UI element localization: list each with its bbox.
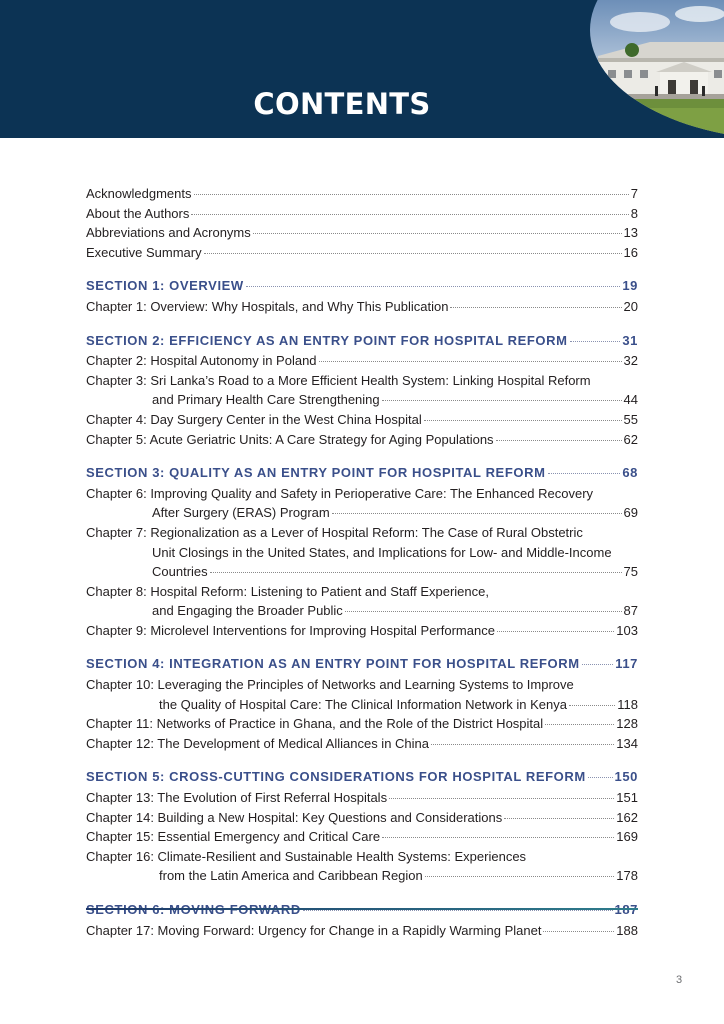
toc-page-number: 55 (623, 411, 638, 427)
toc-chapter-title: Chapter 7: Regionalization as a Lever of Hospital Reform: The Case of Rural Obstetric (86, 524, 583, 540)
toc-section-3[interactable] (86, 463, 638, 483)
toc-page-number: 75 (623, 564, 638, 580)
dot-leader (424, 420, 622, 421)
toc-page-number: 178 (616, 868, 638, 884)
dot-leader (253, 233, 622, 234)
toc-section-title: SECTION 3: QUALITY AS AN ENTRY POINT FOR HOSPITAL REFORM (86, 465, 546, 481)
dot-leader (570, 341, 621, 342)
dot-leader (332, 513, 622, 514)
toc-entry-title: Executive Summary (86, 244, 202, 260)
toc-section-title: SECTION 1: OVERVIEW (86, 278, 244, 294)
toc-chapter-title: Chapter 1: Overview: Why Hospitals, and Why This Publication (86, 298, 449, 314)
dot-leader (569, 705, 615, 706)
toc-page-number: 128 (616, 716, 638, 732)
dot-leader (382, 837, 614, 838)
dot-leader (548, 473, 621, 474)
toc-page-number: 117 (615, 656, 638, 672)
dot-leader (504, 818, 614, 819)
toc-page-number: 44 (623, 392, 638, 408)
toc-page-number: 134 (616, 735, 638, 751)
toc-page-number: 7 (630, 186, 638, 201)
toc-page-number: 19 (622, 278, 638, 294)
toc-chapter-4[interactable] (86, 410, 638, 430)
toc-page-number: 32 (623, 353, 638, 369)
toc-page-number: 16 (623, 244, 638, 260)
toc-page-number: 169 (616, 829, 638, 845)
dot-leader (345, 611, 622, 612)
toc-chapter-title: Chapter 13: The Evolution of First Referral Hospitals (86, 790, 388, 806)
dot-leader (425, 876, 615, 877)
toc-chapter-title: Chapter 6: Improving Quality and Safety in Perioperative Care: The Enhanced Recovery (86, 485, 594, 501)
toc-section-4[interactable] (86, 654, 638, 674)
toc-page-number: 62 (623, 431, 638, 447)
toc-section-5[interactable] (86, 767, 638, 787)
toc-page-number: 13 (623, 225, 638, 241)
toc-entry-about-the-authors[interactable] (86, 204, 638, 224)
toc-chapter-title: Chapter 5: Acute Geriatric Units: A Care Strategy for Aging Populations (86, 431, 494, 447)
toc-section-title: SECTION 5: CROSS-CUTTING CONSIDERATIONS FOR HOSPITAL REFORM (86, 769, 586, 785)
toc-chapter-2[interactable] (86, 351, 638, 371)
toc-page-number: 188 (616, 922, 638, 938)
toc-chapter-12[interactable] (86, 734, 638, 754)
toc-entry-acknowledgments[interactable] (86, 184, 638, 204)
dot-leader (303, 910, 613, 911)
toc-chapter-9[interactable] (86, 621, 638, 641)
dot-leader (545, 724, 614, 725)
dot-leader (204, 253, 622, 254)
toc-section-2[interactable] (86, 331, 638, 351)
toc-page-number: 68 (622, 465, 638, 481)
toc-chapter-title-continued: After Surgery (ERAS) Program (152, 505, 330, 521)
dot-leader (450, 307, 621, 308)
toc-entry-title: Abbreviations and Acronyms (86, 225, 251, 241)
toc-page-number: 8 (630, 205, 638, 221)
page-title: CONTENTS (253, 87, 431, 121)
toc-page-number: 162 (616, 809, 638, 825)
toc-chapter-title: Chapter 12: The Development of Medical Alliances in China (86, 735, 430, 751)
toc-chapter-title: Chapter 11: Networks of Practice in Ghana, and the Role of the District Hospital (86, 716, 544, 732)
toc-chapter-6[interactable] (86, 484, 638, 523)
toc-entry-abbreviations[interactable] (86, 223, 638, 243)
toc-section-1[interactable] (86, 276, 638, 296)
toc-chapter-17[interactable] (86, 921, 638, 941)
toc-chapter-title-continued: from the Latin America and Caribbean Region (159, 868, 423, 884)
toc-chapter-15[interactable] (86, 827, 638, 847)
toc-chapter-7[interactable] (86, 523, 638, 582)
dot-leader (194, 194, 629, 195)
dot-leader (191, 214, 628, 215)
toc-chapter-title: Chapter 16: Climate-Resilient and Sustainable Health Systems: Experiences (86, 848, 527, 864)
dot-leader (382, 400, 622, 401)
toc-page-number: 150 (614, 769, 638, 785)
toc-chapter-5[interactable] (86, 430, 638, 450)
toc-chapter-1[interactable] (86, 297, 638, 317)
dot-leader (543, 931, 614, 932)
toc-page-number: 118 (617, 696, 638, 712)
toc-chapter-title: Chapter 17: Moving Forward: Urgency for Change in a Rapidly Warming Planet (86, 922, 542, 938)
toc-chapter-title-continued: and Primary Health Care Strengthening (152, 392, 380, 408)
toc-entry-executive-summary[interactable] (86, 243, 638, 263)
dot-leader (582, 664, 614, 665)
toc-page-number: 87 (623, 603, 638, 619)
toc-entry-title: Acknowledgments (86, 186, 192, 201)
dot-leader (496, 440, 622, 441)
header-banner (0, 0, 724, 138)
table-of-contents (86, 184, 638, 940)
dot-leader (246, 286, 621, 287)
toc-section-title: SECTION 2: EFFICIENCY AS AN ENTRY POINT FOR HOSPITAL REFORM (86, 332, 568, 348)
dot-leader (431, 744, 614, 745)
toc-chapter-14[interactable] (86, 808, 638, 828)
toc-chapter-title: Chapter 14: Building a New Hospital: Key Questions and Considerations (86, 809, 503, 825)
toc-chapter-title: Chapter 8: Hospital Reform: Listening to Patient and Staff Experience, (86, 583, 489, 599)
toc-chapter-title: Chapter 2: Hospital Autonomy in Poland (86, 353, 317, 369)
toc-page-number: 103 (616, 622, 638, 638)
bottom-divider (86, 908, 638, 910)
dot-leader (319, 361, 622, 362)
dot-leader (588, 777, 613, 778)
toc-chapter-title: Chapter 9: Microlevel Interventions for Improving Hospital Performance (86, 622, 495, 638)
toc-chapter-11[interactable] (86, 714, 638, 734)
dot-leader (497, 631, 614, 632)
dot-leader (389, 798, 614, 799)
toc-page-number: 20 (623, 298, 638, 314)
toc-chapter-16[interactable] (86, 847, 638, 886)
toc-chapter-8[interactable] (86, 582, 638, 621)
toc-chapter-title: Chapter 4: Day Surgery Center in the West China Hospital (86, 411, 422, 427)
toc-chapter-title-continued: Unit Closings in the United States, and Implications for Low- and Middle-Income (152, 544, 612, 560)
toc-chapter-title: Chapter 15: Essential Emergency and Critical Care (86, 829, 381, 845)
page-number: 3 (676, 974, 683, 986)
toc-chapter-title-continued: Countries (152, 564, 208, 580)
toc-chapter-13[interactable] (86, 788, 638, 808)
toc-chapter-title: Chapter 3: Sri Lanka’s Road to a More Efficient Health System: Linking Hospital Reform (86, 372, 591, 388)
toc-section-title: SECTION 4: INTEGRATION AS AN ENTRY POINT FOR HOSPITAL REFORM (86, 656, 580, 672)
toc-page-number: 31 (622, 332, 638, 348)
toc-chapter-title: Chapter 10: Leveraging the Principles of Networks and Learning Systems to Improve (86, 677, 574, 693)
toc-chapter-3[interactable] (86, 371, 638, 410)
dot-leader (210, 572, 622, 573)
toc-page-number: 69 (623, 505, 638, 521)
toc-chapter-title-continued: the Quality of Hospital Care: The Clinical Information Network in Kenya (159, 696, 568, 712)
toc-page-number: 151 (616, 790, 638, 806)
toc-chapter-title-continued: and Engaging the Broader Public (152, 603, 343, 619)
toc-chapter-10[interactable] (86, 675, 638, 714)
toc-entry-title: About the Authors (86, 205, 190, 221)
